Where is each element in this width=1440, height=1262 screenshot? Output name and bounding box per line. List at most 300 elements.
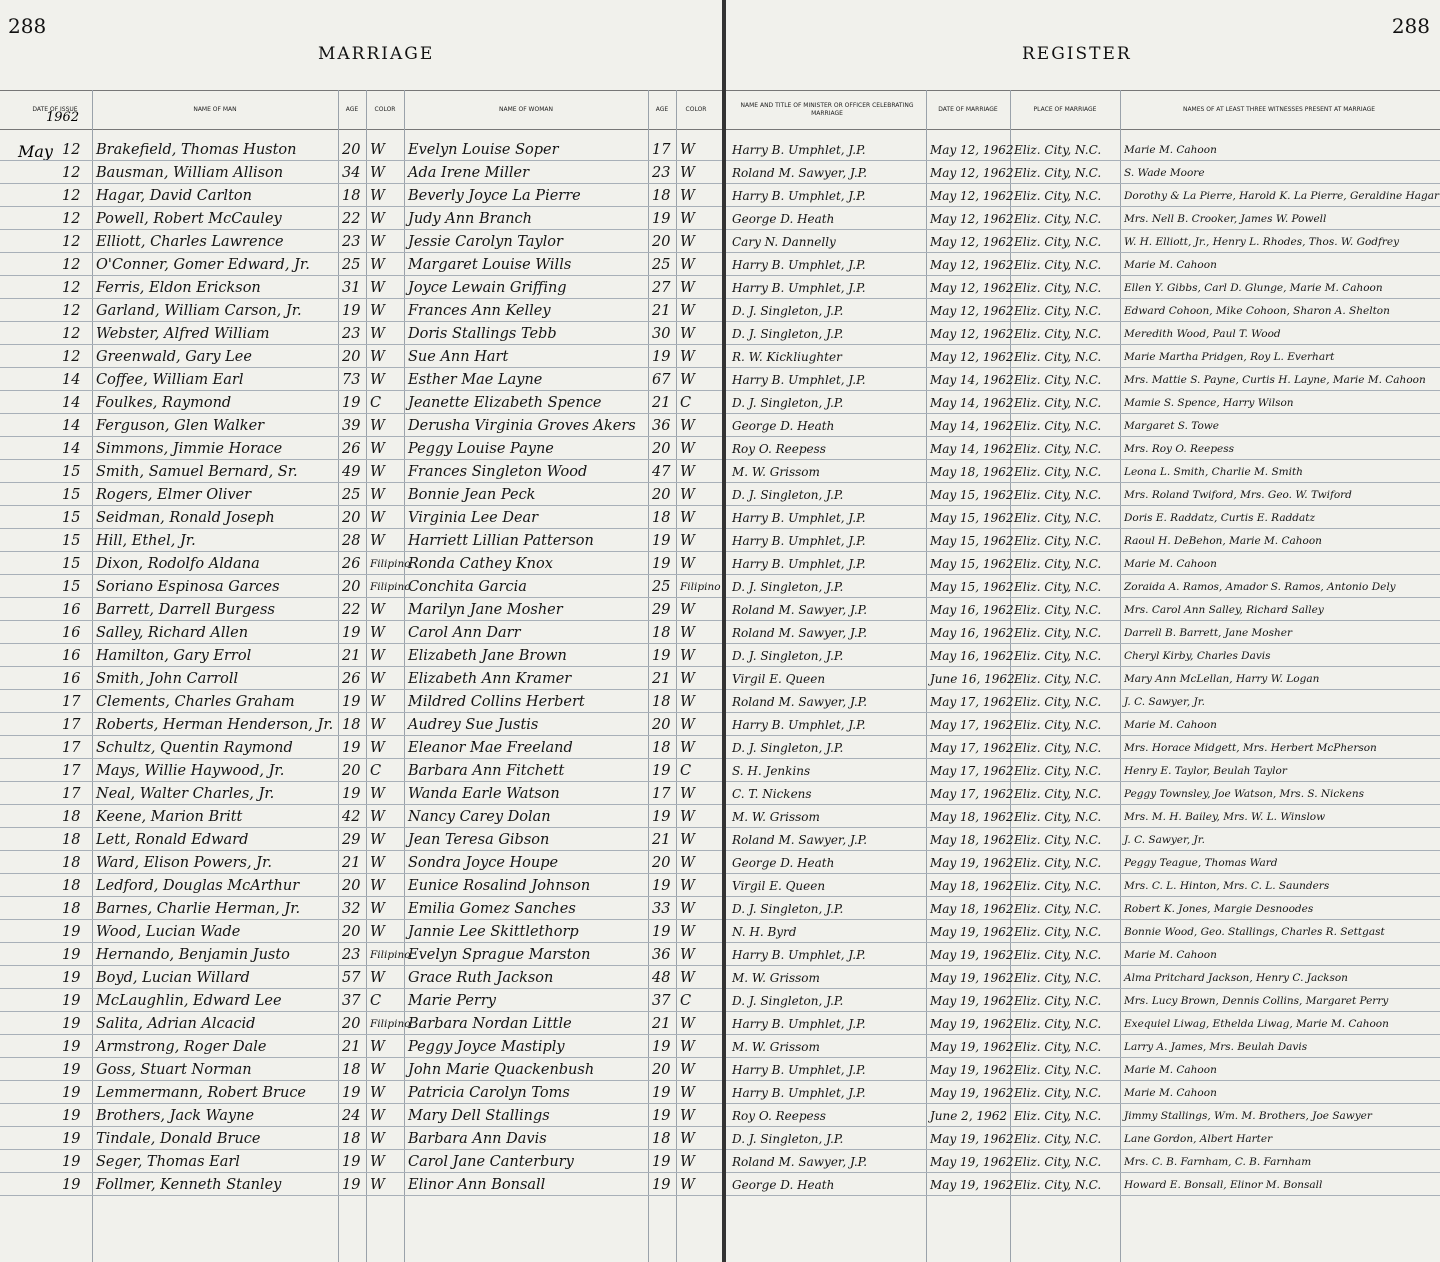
table-row [726, 1127, 1440, 1150]
age-of-woman: 19 [652, 1108, 671, 1124]
witnesses: Marie Martha Pridgen, Roy L. Everhart [1124, 351, 1335, 363]
name-of-woman: Audrey Sue Justis [408, 717, 539, 733]
name-of-woman: Jeanette Elizabeth Spence [408, 395, 602, 411]
date-of-marriage: May 19, 1962 [930, 925, 1014, 939]
date-of-marriage: May 19, 1962 [930, 1063, 1014, 1077]
witnesses: Marie M. Cahoon [1124, 949, 1217, 961]
color-of-man: W [370, 694, 385, 710]
age-of-woman: 17 [652, 786, 671, 802]
color-of-woman: W [680, 188, 695, 204]
date-of-marriage: May 19, 1962 [930, 1132, 1014, 1146]
name-of-man: Tindale, Donald Bruce [96, 1131, 261, 1147]
name-of-woman: Elinor Ann Bonsall [408, 1177, 546, 1193]
witnesses: Mrs. Mattie S. Payne, Curtis H. Layne, Marie M. Cahoon [1124, 374, 1426, 386]
issue-day: 15 [62, 464, 81, 480]
name-of-woman: Joyce Lewain Griffing [408, 280, 567, 296]
name-of-man: Hernando, Benjamin Justo [96, 947, 290, 963]
color-of-woman: W [680, 510, 695, 526]
name-of-man: Simmons, Jimmie Horace [96, 441, 283, 457]
place-of-marriage: Eliz. City, N.C. [1014, 1017, 1102, 1031]
witnesses: Mrs. Lucy Brown, Dennis Collins, Margaret Perry [1124, 995, 1389, 1007]
issue-day: 18 [62, 809, 81, 825]
witnesses: J. C. Sawyer, Jr. [1124, 696, 1205, 708]
header-date-of-marriage: DATE OF MARRIAGE [938, 106, 998, 113]
place-of-marriage: Eliz. City, N.C. [1014, 948, 1102, 962]
name-of-woman: Ada Irene Miller [408, 165, 530, 181]
officiant: Harry B. Umphlet, J.P. [732, 189, 866, 203]
name-of-man: Bausman, William Allison [96, 165, 284, 181]
name-of-woman: Barbara Ann Fitchett [408, 763, 565, 779]
date-of-marriage: May 16, 1962 [930, 649, 1014, 663]
name-of-man: Barnes, Charlie Herman, Jr. [96, 901, 301, 917]
date-of-marriage: May 15, 1962 [930, 511, 1014, 525]
place-of-marriage: Eliz. City, N.C. [1014, 810, 1102, 824]
witnesses: Bonnie Wood, Geo. Stallings, Charles R. Settgast [1124, 926, 1385, 938]
place-of-marriage: Eliz. City, N.C. [1014, 580, 1102, 594]
table-row [726, 437, 1440, 460]
header-place-of-marriage: PLACE OF MARRIAGE [1033, 106, 1097, 113]
officiant: Harry B. Umphlet, J.P. [732, 557, 866, 571]
age-of-woman: 48 [652, 970, 671, 986]
age-of-man: 20 [342, 142, 361, 158]
color-of-man: W [370, 326, 385, 342]
table-row [726, 276, 1440, 299]
name-of-man: Brothers, Jack Wayne [96, 1108, 255, 1124]
place-of-marriage: Eliz. City, N.C. [1014, 212, 1102, 226]
place-of-marriage: Eliz. City, N.C. [1014, 442, 1102, 456]
witnesses: Darrell B. Barrett, Jane Mosher [1124, 627, 1292, 639]
name-of-man: Salita, Adrian Alcacid [96, 1016, 256, 1032]
name-of-man: Seidman, Ronald Joseph [96, 510, 275, 526]
issue-day: 17 [62, 694, 81, 710]
name-of-woman: Carol Ann Darr [408, 625, 521, 641]
name-of-man: Ferguson, Glen Walker [96, 418, 265, 434]
name-of-woman: Barbara Nordan Little [408, 1016, 572, 1032]
table-row [0, 1150, 722, 1173]
age-of-man: 19 [342, 1085, 361, 1101]
issue-day: 19 [62, 1062, 81, 1078]
color-of-woman: W [680, 418, 695, 434]
table-row [0, 552, 722, 575]
color-of-woman: W [680, 901, 695, 917]
age-of-woman: 21 [652, 832, 671, 848]
age-of-woman: 19 [652, 533, 671, 549]
name-of-man: Seger, Thomas Earl [96, 1154, 240, 1170]
table-row [0, 1035, 722, 1058]
table-row [0, 1127, 722, 1150]
color-of-man: Filipino [370, 581, 411, 593]
witnesses: Larry A. James, Mrs. Beulah Davis [1124, 1041, 1308, 1053]
name-of-woman: Emilia Gomez Sanches [408, 901, 576, 917]
color-of-woman: W [680, 648, 695, 664]
table-row [726, 874, 1440, 897]
issue-day: 15 [62, 556, 81, 572]
witnesses: Howard E. Bonsall, Elinor M. Bonsall [1124, 1179, 1323, 1191]
place-of-marriage: Eliz. City, N.C. [1014, 557, 1102, 571]
table-row [0, 759, 722, 782]
date-of-marriage: May 12, 1962 [930, 212, 1014, 226]
place-of-marriage: Eliz. City, N.C. [1014, 488, 1102, 502]
name-of-woman: Conchita Garcia [408, 579, 527, 595]
color-of-woman: W [680, 740, 695, 756]
age-of-woman: 20 [652, 1062, 671, 1078]
place-of-marriage: Eliz. City, N.C. [1014, 534, 1102, 548]
age-of-man: 19 [342, 1177, 361, 1193]
color-of-woman: W [680, 487, 695, 503]
color-of-man: W [370, 1108, 385, 1124]
place-of-marriage: Eliz. City, N.C. [1014, 994, 1102, 1008]
witnesses: Mrs. C. B. Farnham, C. B. Farnham [1124, 1156, 1312, 1168]
table-row [0, 1012, 722, 1035]
table-row [726, 667, 1440, 690]
age-of-woman: 20 [652, 487, 671, 503]
age-of-woman: 19 [652, 878, 671, 894]
officiant: Roland M. Sawyer, J.P. [732, 695, 868, 709]
color-of-woman: W [680, 1177, 695, 1193]
table-row [726, 207, 1440, 230]
date-of-marriage: May 12, 1962 [930, 304, 1014, 318]
page-title-left: MARRIAGE [318, 44, 435, 64]
name-of-man: Keene, Marion Britt [96, 809, 243, 825]
color-of-woman: W [680, 1016, 695, 1032]
age-of-woman: 19 [652, 349, 671, 365]
officiant: C. T. Nickens [732, 787, 812, 801]
name-of-woman: Eunice Rosalind Johnson [408, 878, 591, 894]
color-of-woman: W [680, 671, 695, 687]
color-of-man: W [370, 1039, 385, 1055]
age-of-man: 26 [342, 556, 361, 572]
issue-day: 12 [62, 349, 81, 365]
name-of-woman: Peggy Louise Payne [408, 441, 554, 457]
place-of-marriage: Eliz. City, N.C. [1014, 281, 1102, 295]
table-row [726, 644, 1440, 667]
table-row [0, 1058, 722, 1081]
name-of-woman: Wanda Earle Watson [408, 786, 560, 802]
color-of-man: W [370, 648, 385, 664]
witnesses: Cheryl Kirby, Charles Davis [1124, 650, 1271, 662]
age-of-woman: 19 [652, 1177, 671, 1193]
issue-day: 16 [62, 602, 81, 618]
column-headers-right [726, 90, 1440, 130]
officiant: Harry B. Umphlet, J.P. [732, 281, 866, 295]
place-of-marriage: Eliz. City, N.C. [1014, 235, 1102, 249]
table-row [0, 966, 722, 989]
table-row [726, 414, 1440, 437]
color-of-woman: W [680, 1062, 695, 1078]
name-of-woman: Barbara Ann Davis [408, 1131, 547, 1147]
issue-day: 19 [62, 970, 81, 986]
age-of-man: 18 [342, 188, 361, 204]
officiant: D. J. Singleton, J.P. [732, 304, 844, 318]
name-of-woman: Esther Mae Layne [408, 372, 543, 388]
age-of-woman: 29 [652, 602, 671, 618]
date-of-marriage: May 12, 1962 [930, 235, 1014, 249]
color-of-man: W [370, 372, 385, 388]
name-of-man: Hill, Ethel, Jr. [96, 533, 196, 549]
table-row [0, 874, 722, 897]
place-of-marriage: Eliz. City, N.C. [1014, 189, 1102, 203]
witnesses: Alma Pritchard Jackson, Henry C. Jackson [1124, 972, 1348, 984]
age-of-man: 20 [342, 878, 361, 894]
officiant: M. W. Grissom [732, 465, 820, 479]
table-row [0, 713, 722, 736]
name-of-man: Wood, Lucian Wade [96, 924, 241, 940]
name-of-woman: Eleanor Mae Freeland [408, 740, 573, 756]
header-witnesses: NAMES OF AT LEAST THREE WITNESSES PRESENT AT MARRIAGE [1182, 106, 1376, 113]
name-of-woman: Jessie Carolyn Taylor [408, 234, 563, 250]
age-of-man: 37 [342, 993, 361, 1009]
officiant: R. W. Kickliughter [732, 350, 842, 364]
table-row [0, 575, 722, 598]
witnesses: Zoraida A. Ramos, Amador S. Ramos, Antonio Dely [1124, 581, 1396, 593]
header-age-woman: AGE [655, 106, 669, 113]
name-of-woman: Evelyn Sprague Marston [408, 947, 591, 963]
color-of-woman: W [680, 786, 695, 802]
issue-day: 18 [62, 878, 81, 894]
age-of-woman: 20 [652, 717, 671, 733]
table-row [0, 598, 722, 621]
color-of-woman: W [680, 924, 695, 940]
witnesses: Mrs. Nell B. Crooker, James W. Powell [1124, 213, 1327, 225]
age-of-woman: 21 [652, 671, 671, 687]
officiant: George D. Heath [732, 1178, 835, 1192]
witnesses: Meredith Wood, Paul T. Wood [1124, 328, 1281, 340]
date-of-marriage: May 15, 1962 [930, 488, 1014, 502]
name-of-woman: Virginia Lee Dear [408, 510, 539, 526]
officiant: Harry B. Umphlet, J.P. [732, 1063, 866, 1077]
date-of-marriage: May 18, 1962 [930, 810, 1014, 824]
date-of-marriage: May 18, 1962 [930, 902, 1014, 916]
age-of-man: 20 [342, 1016, 361, 1032]
date-of-marriage: May 17, 1962 [930, 787, 1014, 801]
color-of-woman: W [680, 303, 695, 319]
age-of-man: 26 [342, 441, 361, 457]
table-row [0, 644, 722, 667]
place-of-marriage: Eliz. City, N.C. [1014, 649, 1102, 663]
issue-day: 15 [62, 533, 81, 549]
name-of-man: Soriano Espinosa Garces [96, 579, 280, 595]
place-of-marriage: Eliz. City, N.C. [1014, 764, 1102, 778]
date-of-marriage: May 14, 1962 [930, 419, 1014, 433]
issue-day: 19 [62, 1108, 81, 1124]
name-of-man: Elliott, Charles Lawrence [96, 234, 284, 250]
age-of-woman: 33 [652, 901, 671, 917]
date-of-marriage: May 17, 1962 [930, 718, 1014, 732]
name-of-man: Dixon, Rodolfo Aldana [96, 556, 260, 572]
color-of-man: W [370, 280, 385, 296]
officiant: Harry B. Umphlet, J.P. [732, 1086, 866, 1100]
date-of-marriage: May 19, 1962 [930, 1155, 1014, 1169]
place-of-marriage: Eliz. City, N.C. [1014, 327, 1102, 341]
table-row [0, 506, 722, 529]
name-of-man: Powell, Robert McCauley [96, 211, 282, 227]
name-of-man: Schultz, Quentin Raymond [96, 740, 293, 756]
age-of-woman: 36 [652, 947, 671, 963]
age-of-woman: 21 [652, 395, 671, 411]
age-of-woman: 27 [652, 280, 671, 296]
table-row [0, 1104, 722, 1127]
issue-day: 15 [62, 487, 81, 503]
witnesses: Lane Gordon, Albert Harter [1124, 1133, 1273, 1145]
issue-day: 14 [62, 418, 81, 434]
color-of-man: W [370, 855, 385, 871]
age-of-woman: 19 [652, 556, 671, 572]
header-color-woman: COLOR [685, 106, 707, 113]
color-of-woman: W [680, 625, 695, 641]
table-row [0, 621, 722, 644]
age-of-woman: 20 [652, 855, 671, 871]
right-page [726, 0, 1440, 1262]
place-of-marriage: Eliz. City, N.C. [1014, 626, 1102, 640]
color-of-woman: W [680, 809, 695, 825]
issue-day: 12 [62, 211, 81, 227]
age-of-woman: 30 [652, 326, 671, 342]
header-minister: NAME AND TITLE OF MINISTER OR OFFICER CELEBRATING MARRIAGE [740, 102, 914, 117]
place-of-marriage: Eliz. City, N.C. [1014, 350, 1102, 364]
color-of-woman: W [680, 142, 695, 158]
color-of-man: W [370, 602, 385, 618]
color-of-man: W [370, 188, 385, 204]
color-of-woman: W [680, 211, 695, 227]
officiant: Harry B. Umphlet, J.P. [732, 534, 866, 548]
name-of-woman: Margaret Louise Wills [408, 257, 572, 273]
table-row [0, 851, 722, 874]
name-of-woman: Evelyn Louise Soper [408, 142, 559, 158]
name-of-man: Mays, Willie Haywood, Jr. [96, 763, 285, 779]
name-of-woman: Mildred Collins Herbert [408, 694, 585, 710]
age-of-woman: 21 [652, 1016, 671, 1032]
color-of-woman: W [680, 970, 695, 986]
witnesses: Marie M. Cahoon [1124, 144, 1217, 156]
date-of-marriage: June 16, 1962 [930, 672, 1015, 686]
name-of-woman: Patricia Carolyn Toms [408, 1085, 570, 1101]
age-of-man: 19 [342, 694, 361, 710]
issue-day: 19 [62, 993, 81, 1009]
table-row [726, 805, 1440, 828]
name-of-woman: Nancy Carey Dolan [408, 809, 551, 825]
table-row [726, 1104, 1440, 1127]
witnesses: W. H. Elliott, Jr., Henry L. Rhodes, Thos. W. Godfrey [1124, 236, 1400, 248]
issue-day: 12 [62, 142, 81, 158]
place-of-marriage: Eliz. City, N.C. [1014, 603, 1102, 617]
age-of-man: 25 [342, 257, 361, 273]
table-row [0, 230, 722, 253]
color-of-woman: W [680, 349, 695, 365]
witnesses: Ellen Y. Gibbs, Carl D. Glunge, Marie M. Cahoon [1124, 282, 1383, 294]
place-of-marriage: Eliz. City, N.C. [1014, 465, 1102, 479]
age-of-man: 19 [342, 303, 361, 319]
age-of-woman: 37 [652, 993, 671, 1009]
age-of-woman: 18 [652, 694, 671, 710]
officiant: Harry B. Umphlet, J.P. [732, 948, 866, 962]
issue-day: 19 [62, 1085, 81, 1101]
place-of-marriage: Eliz. City, N.C. [1014, 672, 1102, 686]
officiant: D. J. Singleton, J.P. [732, 580, 844, 594]
name-of-woman: Jean Teresa Gibson [408, 832, 550, 848]
color-of-man: W [370, 901, 385, 917]
officiant: Harry B. Umphlet, J.P. [732, 143, 866, 157]
table-row [0, 805, 722, 828]
witnesses: Mamie S. Spence, Harry Wilson [1124, 397, 1294, 409]
officiant: D. J. Singleton, J.P. [732, 994, 844, 1008]
name-of-man: Lett, Ronald Edward [96, 832, 249, 848]
name-of-man: McLaughlin, Edward Lee [96, 993, 282, 1009]
place-of-marriage: Eliz. City, N.C. [1014, 741, 1102, 755]
table-row [726, 184, 1440, 207]
age-of-man: 19 [342, 395, 361, 411]
witnesses: Peggy Townsley, Joe Watson, Mrs. S. Nickens [1124, 788, 1365, 800]
place-of-marriage: Eliz. City, N.C. [1014, 396, 1102, 410]
table-row [726, 368, 1440, 391]
officiant: Harry B. Umphlet, J.P. [732, 511, 866, 525]
issue-day: 14 [62, 372, 81, 388]
name-of-man: Ferris, Eldon Erickson [96, 280, 261, 296]
officiant: S. H. Jenkins [732, 764, 811, 778]
page-number-left: 288 [8, 14, 47, 38]
name-of-man: Foulkes, Raymond [96, 395, 232, 411]
table-row [726, 1058, 1440, 1081]
age-of-woman: 47 [652, 464, 671, 480]
name-of-woman: Jannie Lee Skittlethorp [408, 924, 579, 940]
issue-day: 12 [62, 234, 81, 250]
color-of-man: W [370, 533, 385, 549]
color-of-man: W [370, 786, 385, 802]
officiant: George D. Heath [732, 212, 835, 226]
age-of-man: 25 [342, 487, 361, 503]
color-of-woman: W [680, 1131, 695, 1147]
name-of-woman: Harriett Lillian Patterson [408, 533, 594, 549]
table-row [726, 253, 1440, 276]
page-number-right: 288 [1391, 14, 1430, 38]
officiant: M. W. Grissom [732, 810, 820, 824]
color-of-man: W [370, 487, 385, 503]
age-of-woman: 67 [652, 372, 671, 388]
date-of-marriage: May 14, 1962 [930, 442, 1014, 456]
table-row [0, 391, 722, 414]
witnesses: Dorothy & La Pierre, Harold K. La Pierre, Geraldine Hagar [1124, 190, 1440, 202]
officiant: Harry B. Umphlet, J.P. [732, 718, 866, 732]
place-of-marriage: Eliz. City, N.C. [1014, 1132, 1102, 1146]
table-row [726, 943, 1440, 966]
table-row [0, 920, 722, 943]
issue-day: 12 [62, 165, 81, 181]
officiant: George D. Heath [732, 419, 835, 433]
place-of-marriage: Eliz. City, N.C. [1014, 718, 1102, 732]
age-of-man: 20 [342, 510, 361, 526]
table-row [726, 989, 1440, 1012]
place-of-marriage: Eliz. City, N.C. [1014, 833, 1102, 847]
age-of-woman: 18 [652, 740, 671, 756]
name-of-woman: Marilyn Jane Mosher [408, 602, 563, 618]
name-of-man: O'Conner, Gomer Edward, Jr. [96, 257, 310, 273]
age-of-man: 18 [342, 1131, 361, 1147]
color-of-woman: W [680, 602, 695, 618]
issue-day: 19 [62, 1039, 81, 1055]
name-of-man: Neal, Walter Charles, Jr. [96, 786, 275, 802]
name-of-woman: Sondra Joyce Houpe [408, 855, 559, 871]
color-of-man: W [370, 211, 385, 227]
age-of-man: 18 [342, 1062, 361, 1078]
color-of-man: W [370, 142, 385, 158]
date-of-marriage: May 17, 1962 [930, 741, 1014, 755]
name-of-man: Garland, William Carson, Jr. [96, 303, 302, 319]
place-of-marriage: Eliz. City, N.C. [1014, 925, 1102, 939]
issue-day: 14 [62, 441, 81, 457]
officiant: M. W. Grissom [732, 1040, 820, 1054]
witnesses: Marie M. Cahoon [1124, 719, 1217, 731]
color-of-woman: W [680, 832, 695, 848]
table-row [0, 1173, 722, 1196]
